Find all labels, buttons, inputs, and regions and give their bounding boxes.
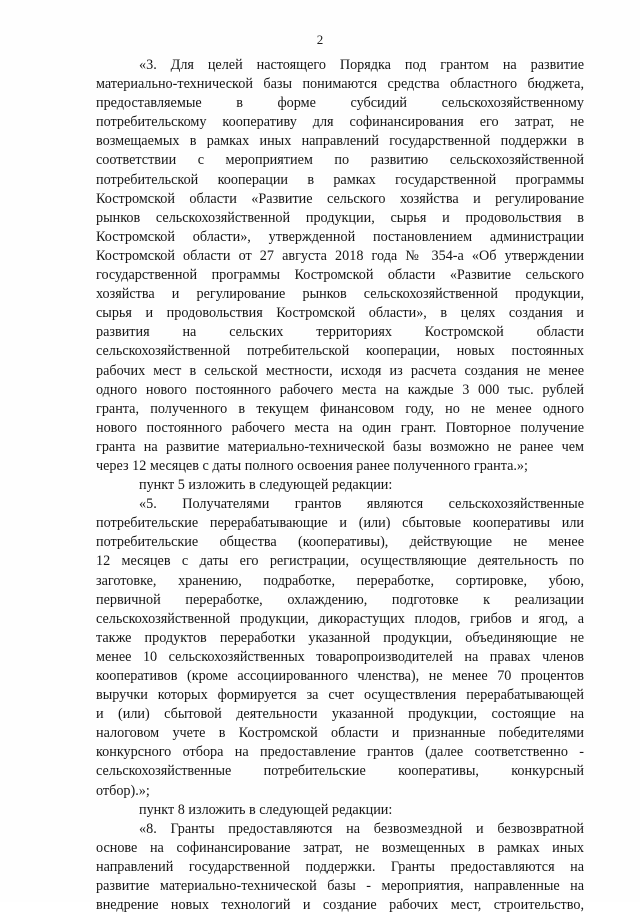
paragraph-line: и (или) сбытовой деятельности указанной продукции, состоящие на (96, 706, 584, 723)
paragraph-line: «8. Гранты предоставляются на безвозмездной и безвозвратной (139, 820, 584, 837)
paragraph-line: Костромской области от 27 августа 2018 года № 354-а «Об утверждении (96, 247, 584, 264)
paragraph-line: Костромской области «Развитие сельского хозяйства и регулирование (96, 190, 584, 207)
paragraph-line: Костромской области», утвержденной постановлением администрации (96, 228, 584, 245)
paragraph-line: развития на сельских территориях Костромской области (96, 324, 584, 341)
paragraph-line: сельскохозяйственной продукции, дикорастущих плодов, грибов и ягод, а (96, 610, 584, 627)
paragraph-line: пункт 8 изложить в следующей редакции: (139, 801, 393, 818)
paragraph-line: государственной программы Костромской области «Развитие сельского (96, 267, 584, 284)
paragraph-line: сырья и продовольствия Костромской области», в целях создания и (96, 305, 584, 322)
paragraph-line: гранта на развитие материально-технической базы возможно не ранее чем (96, 438, 584, 455)
paragraph-line: рынков сельскохозяйственной продукции, сырья и продовольствия в (96, 209, 584, 226)
paragraph-line: налоговом учете в Костромской области и признанные победителями (96, 725, 584, 742)
paragraph-line: материально-технической базы понимаются средства областного бюджета, (96, 76, 584, 93)
paragraph-line: одного нового постоянного рабочего места на каждые 3 000 тыс. рублей (96, 381, 584, 398)
paragraph-line: основе на софинансирование затрат, не возмещенных в рамках иных (96, 839, 584, 856)
paragraph-line: менее 10 сельскохозяйственных товаропроизводителей на правах членов (96, 648, 584, 665)
paragraph-line: заготовке, хранению, подработке, переработке, сортировке, убою, (96, 572, 584, 589)
paragraph-line: отбор).»; (96, 782, 150, 799)
paragraph-line: внедрение новых технологий и создание рабочих мест, строительство, (96, 897, 584, 914)
paragraph-line: 12 месяцев с даты его регистрации, осуществляющие деятельность по (96, 553, 584, 570)
page-number: 2 (316, 32, 324, 47)
paragraph-line: через 12 месяцев с даты полного освоения ранее полученного гранта.»; (96, 457, 528, 474)
paragraph-line: нового постоянного рабочего места на один грант. Повторное получение (96, 419, 584, 436)
paragraph-line: направлений государственной поддержки. Гранты предоставляются на (96, 858, 584, 875)
paragraph-line: потребительские общества (кооперативы), действующие не менее (96, 534, 584, 551)
paragraph-line: потребительскому кооперативу для софинансирования его затрат, не (96, 114, 584, 131)
paragraph-line: выручки которых формируется за счет осуществления перерабатывающей (96, 687, 584, 704)
paragraph-line: «3. Для целей настоящего Порядка под грантом на развитие (139, 57, 584, 73)
paragraph-line: возмещаемых в рамках иных направлений государственной поддержки в (96, 133, 584, 150)
paragraph-line: предоставляемые в форме субсидий сельскохозяйственному (96, 95, 584, 112)
paragraph-line: «5. Получателями грантов являются сельскохозяйственные (139, 496, 584, 513)
paragraph-line: потребительской кооперации в рамках государственной программы (96, 171, 584, 188)
paragraph-line: гранта, полученного в текущем финансовом году, но не менее одного (96, 400, 584, 417)
paragraph-line: сельскохозяйственные потребительские кооперативы, конкурсный (96, 763, 584, 780)
paragraph-line: сельскохозяйственной потребительской кооперации, новых постоянных (96, 343, 584, 360)
paragraph-line: также продуктов переработки указанной продукции, объединяющие не (96, 629, 584, 646)
paragraph-line: хозяйства и регулирование рынков сельскохозяйственной продукции, (96, 286, 584, 303)
paragraph-line: пункт 5 изложить в следующей редакции: (139, 477, 393, 494)
paragraph-line: развитие материально-технической базы - мероприятия, направленные на (96, 878, 584, 895)
paragraph-line: кооперативов (кроме ассоциированного членства), не менее 70 процентов (96, 668, 584, 684)
paragraph-line: первичной переработке, охлаждению, подготовке к реализации (96, 591, 584, 608)
paragraph-line: соответствии с мероприятием по развитию сельскохозяйственной (96, 152, 584, 169)
document-body (96, 56, 584, 915)
paragraph-line: рабочих мест в сельской местности, исходя из расчета создания не менее (96, 362, 584, 379)
paragraph-line: конкурсного отбора на предоставление грантов (далее соответственно - (96, 744, 584, 761)
paragraph-line: потребительские перерабатывающие и (или) сбытовые кооперативы или (96, 515, 584, 532)
